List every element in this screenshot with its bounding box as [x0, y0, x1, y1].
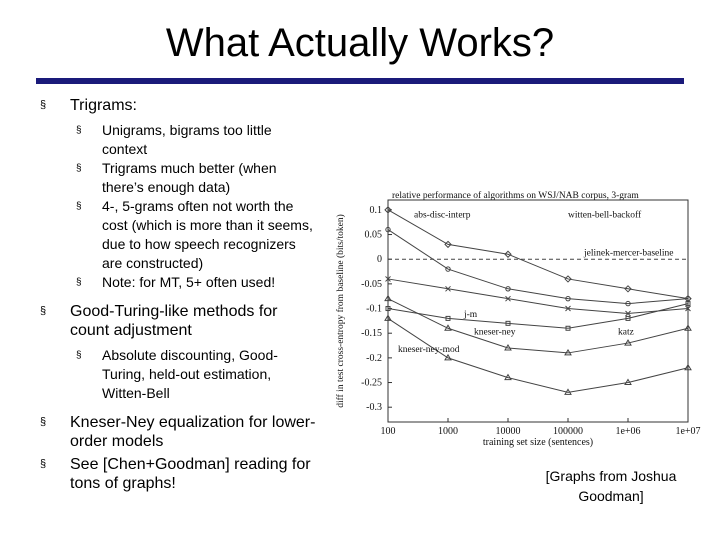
bullet-text: See [Chen+Goodman] reading for tons of graphs!	[70, 456, 311, 492]
y-tick-label: 0.1	[369, 204, 382, 216]
x-tick-label: 100000	[553, 426, 583, 437]
sub-bullet	[36, 197, 316, 273]
bullet-see-chen-goodman	[36, 455, 316, 493]
series-label: katz	[618, 327, 634, 338]
sub-bullet-text: Trigrams much better (when there’s enough data)	[102, 160, 277, 195]
x-tick-label: 1e+06	[615, 426, 641, 437]
sub-bullet-text: Unigrams, bigrams too little context	[102, 122, 272, 157]
bullet-marker: §	[40, 416, 47, 428]
sub-bullet-text: Note: for MT, 5+ often used!	[102, 274, 276, 290]
y-tick-label: -0.15	[361, 328, 382, 340]
series-line-katz	[388, 279, 688, 314]
series-label: kneser-ney	[474, 327, 516, 338]
bullet-marker: §	[76, 125, 82, 136]
y-tick-label: 0.05	[364, 229, 382, 241]
bullet-text: Kneser-Ney equalization for lower-order models	[70, 414, 316, 450]
y-tick-label: -0.25	[361, 377, 382, 389]
x-tick-label: 1000	[438, 426, 458, 437]
bullet-text: Trigrams:	[70, 97, 137, 114]
bullet-list	[36, 96, 316, 497]
y-axis-label: diff in test cross-entropy from baseline (bits/token)	[336, 214, 346, 408]
x-tick-label: 1e+07	[675, 426, 701, 437]
slide-title: What Actually Works?	[165, 21, 555, 65]
bullet-marker: §	[40, 458, 47, 470]
series-label: jelinek-mercer-baseline	[584, 248, 674, 259]
sub-bullet	[36, 346, 316, 403]
sub-bullet	[36, 273, 316, 292]
sub-bullet-text: 4-, 5-grams often not worth the cost (which is more than it seems, due to how speech recognizers are constructed)	[102, 198, 313, 271]
sub-bullet	[36, 159, 316, 197]
series-label: j-m	[464, 309, 478, 320]
sub-bullet	[36, 121, 316, 159]
bullet-marker: §	[76, 277, 82, 288]
x-tick-label: 10000	[495, 426, 521, 437]
bullet-marker: §	[40, 99, 47, 111]
bullet-kneser-ney	[36, 413, 316, 451]
x-axis-label: training set size (sentences)	[482, 437, 594, 448]
performance-chart	[330, 186, 701, 448]
y-tick-label: -0.3	[366, 402, 382, 414]
bullet-marker: §	[76, 163, 82, 174]
bullet-trigrams	[36, 96, 316, 115]
y-tick-label: 0	[377, 254, 382, 266]
series-label: kneser-ney-mod	[398, 344, 460, 355]
title-divider	[36, 78, 684, 84]
y-tick-label: -0.2	[366, 352, 382, 364]
figure-caption: [Graphs from Joshua Goodman]	[545, 468, 677, 504]
bullet-text: Good-Turing-like methods for count adjustment	[70, 303, 278, 339]
x-tick-label: 100	[380, 426, 396, 437]
y-tick-label: -0.05	[361, 278, 382, 290]
series-label: abs-disc-interp	[414, 210, 471, 221]
bullet-marker: §	[40, 305, 47, 317]
plot-frame	[388, 200, 688, 422]
chart-title: relative performance of algorithms on WSJ/NAB corpus, 3-gram	[392, 191, 639, 201]
bullet-good-turing	[36, 302, 316, 340]
series-line-kneser-ney-mod	[388, 318, 688, 392]
sub-bullet-text: Absolute discounting, Good-Turing, held-out estimation, Witten-Bell	[102, 347, 278, 401]
bullet-marker: §	[76, 350, 82, 361]
series-label: witten-bell-backoff	[568, 210, 642, 221]
series-line-j-m	[388, 304, 688, 329]
bullet-marker: §	[76, 201, 82, 212]
y-tick-label: -0.1	[366, 303, 382, 315]
